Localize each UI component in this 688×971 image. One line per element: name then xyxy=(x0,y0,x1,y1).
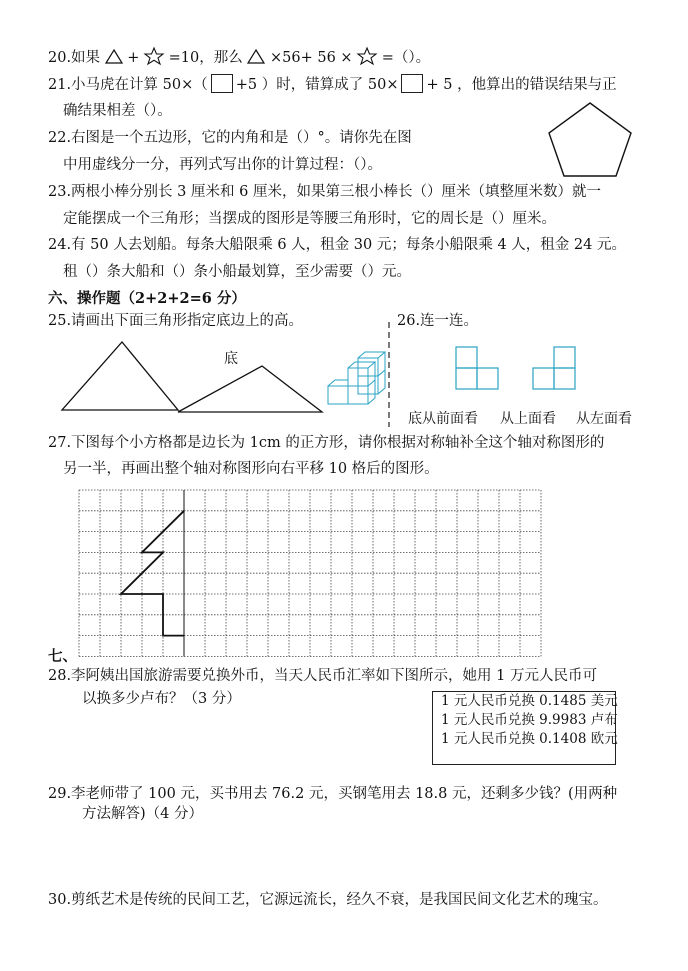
q22-line1: 22.右图是一个五边形，它的内角和是（）°。请你先在图 xyxy=(48,130,412,146)
q21-text-a: 21.小马虎在计算 50×（ xyxy=(48,77,208,93)
view-front-text: 从前面看 xyxy=(422,411,478,427)
q20-equals: =10，那么 xyxy=(168,50,243,66)
q20-line xyxy=(48,47,430,68)
dashed-divider xyxy=(387,322,391,427)
rate-usd: 1 元人民币兑换 0.1485 美元 xyxy=(441,693,618,709)
q23-line2: 定能摆成一个三角形；当摆成的图形是等腰三角形时，它的周长是（）厘米。 xyxy=(63,211,556,227)
q25-text: 25.请画出下面三角形指定底边上的高。 xyxy=(48,313,304,329)
q20-plus: + xyxy=(127,50,140,66)
q28-line1: 28.李阿姨出国旅游需要兑换外币，当天人民币汇率如下图所示，她用 1 万元人民币可 xyxy=(48,668,598,684)
section-6-heading: 六、操作题（2+2+2=6 分） xyxy=(48,290,246,307)
q23-line1: 23.两根小棒分别长 3 厘米和 6 厘米，如果第三根小棒长（）厘米（填整厘米数）就一 xyxy=(48,184,601,200)
q29-line1: 29.李老师带了 100 元，买书用去 76.2 元，买钢笔用去 18.8 元，还剩多少钱？(用两种 xyxy=(48,786,618,802)
q20-prefix: 20.如果 xyxy=(48,50,101,66)
square-grid xyxy=(78,489,540,661)
q21-text-c: + 5 ，他算出的错误结果与正 xyxy=(426,77,617,93)
triangle-icon xyxy=(247,49,265,64)
q21-text-b: +5 ）时，错算成了 50× xyxy=(235,77,399,93)
q21-line2: 确结果相差（）。 xyxy=(63,103,172,119)
view-shape-1 xyxy=(455,346,501,390)
view-shape-2 xyxy=(532,346,578,390)
base-label: 底 xyxy=(224,351,238,367)
q24-line2: 租（）条大船和（）条小船最划算，至少需要（）元。 xyxy=(63,264,411,280)
view-label-top: 从上面看 xyxy=(500,411,556,427)
star-icon xyxy=(357,47,377,65)
star-icon xyxy=(144,47,164,65)
q26-text: 26.连一连。 xyxy=(397,313,479,329)
view-label-front: 底从前面看 xyxy=(408,411,478,427)
q20-expr: ×56+ 56 × xyxy=(269,50,353,66)
section-7-heading: 七、 xyxy=(48,648,77,665)
q28-line2: 以换多少卢布？（3 分） xyxy=(82,691,241,707)
rate-rub: 1 元人民币兑换 9.9983 卢布 xyxy=(441,712,618,728)
q27-line1: 27.下图每个小方格都是边长为 1cm 的正方形，请你根据对称轴补全这个轴对称图形的 xyxy=(48,435,605,451)
q24-line1: 24.有 50 人去划船。每条大船限乘 6 人，租金 30 元；每条小船限乘 4 人，租金 24 元。 xyxy=(48,237,626,253)
q25-triangle-2 xyxy=(176,364,326,414)
q22-line2: 中用虚线分一分，再列式写出你的计算过程：（）。 xyxy=(63,157,382,173)
q21-line1 xyxy=(48,74,617,95)
q29-line2: 方法解答)（4 分） xyxy=(82,806,203,822)
rate-eur: 1 元人民币兑换 0.1408 欧元 xyxy=(441,731,618,747)
q27-line2: 另一半，再画出整个轴对称图形向右平移 10 格后的图形。 xyxy=(63,461,439,477)
blank-box xyxy=(401,74,423,93)
cube-stack-figure xyxy=(324,350,388,408)
triangle-icon xyxy=(105,49,123,64)
q20-answer: =（）。 xyxy=(381,50,431,66)
q30-line1: 30.剪纸艺术是传统的民间工艺，它源远流长，经久不衰，是我国民间文化艺术的瑰宝。 xyxy=(48,892,608,908)
q25-triangle-1 xyxy=(60,340,180,412)
blank-box xyxy=(211,74,233,93)
pentagon-figure xyxy=(545,100,635,180)
exchange-rate-box xyxy=(432,691,616,765)
view-label-left: 从左面看 xyxy=(576,411,632,427)
